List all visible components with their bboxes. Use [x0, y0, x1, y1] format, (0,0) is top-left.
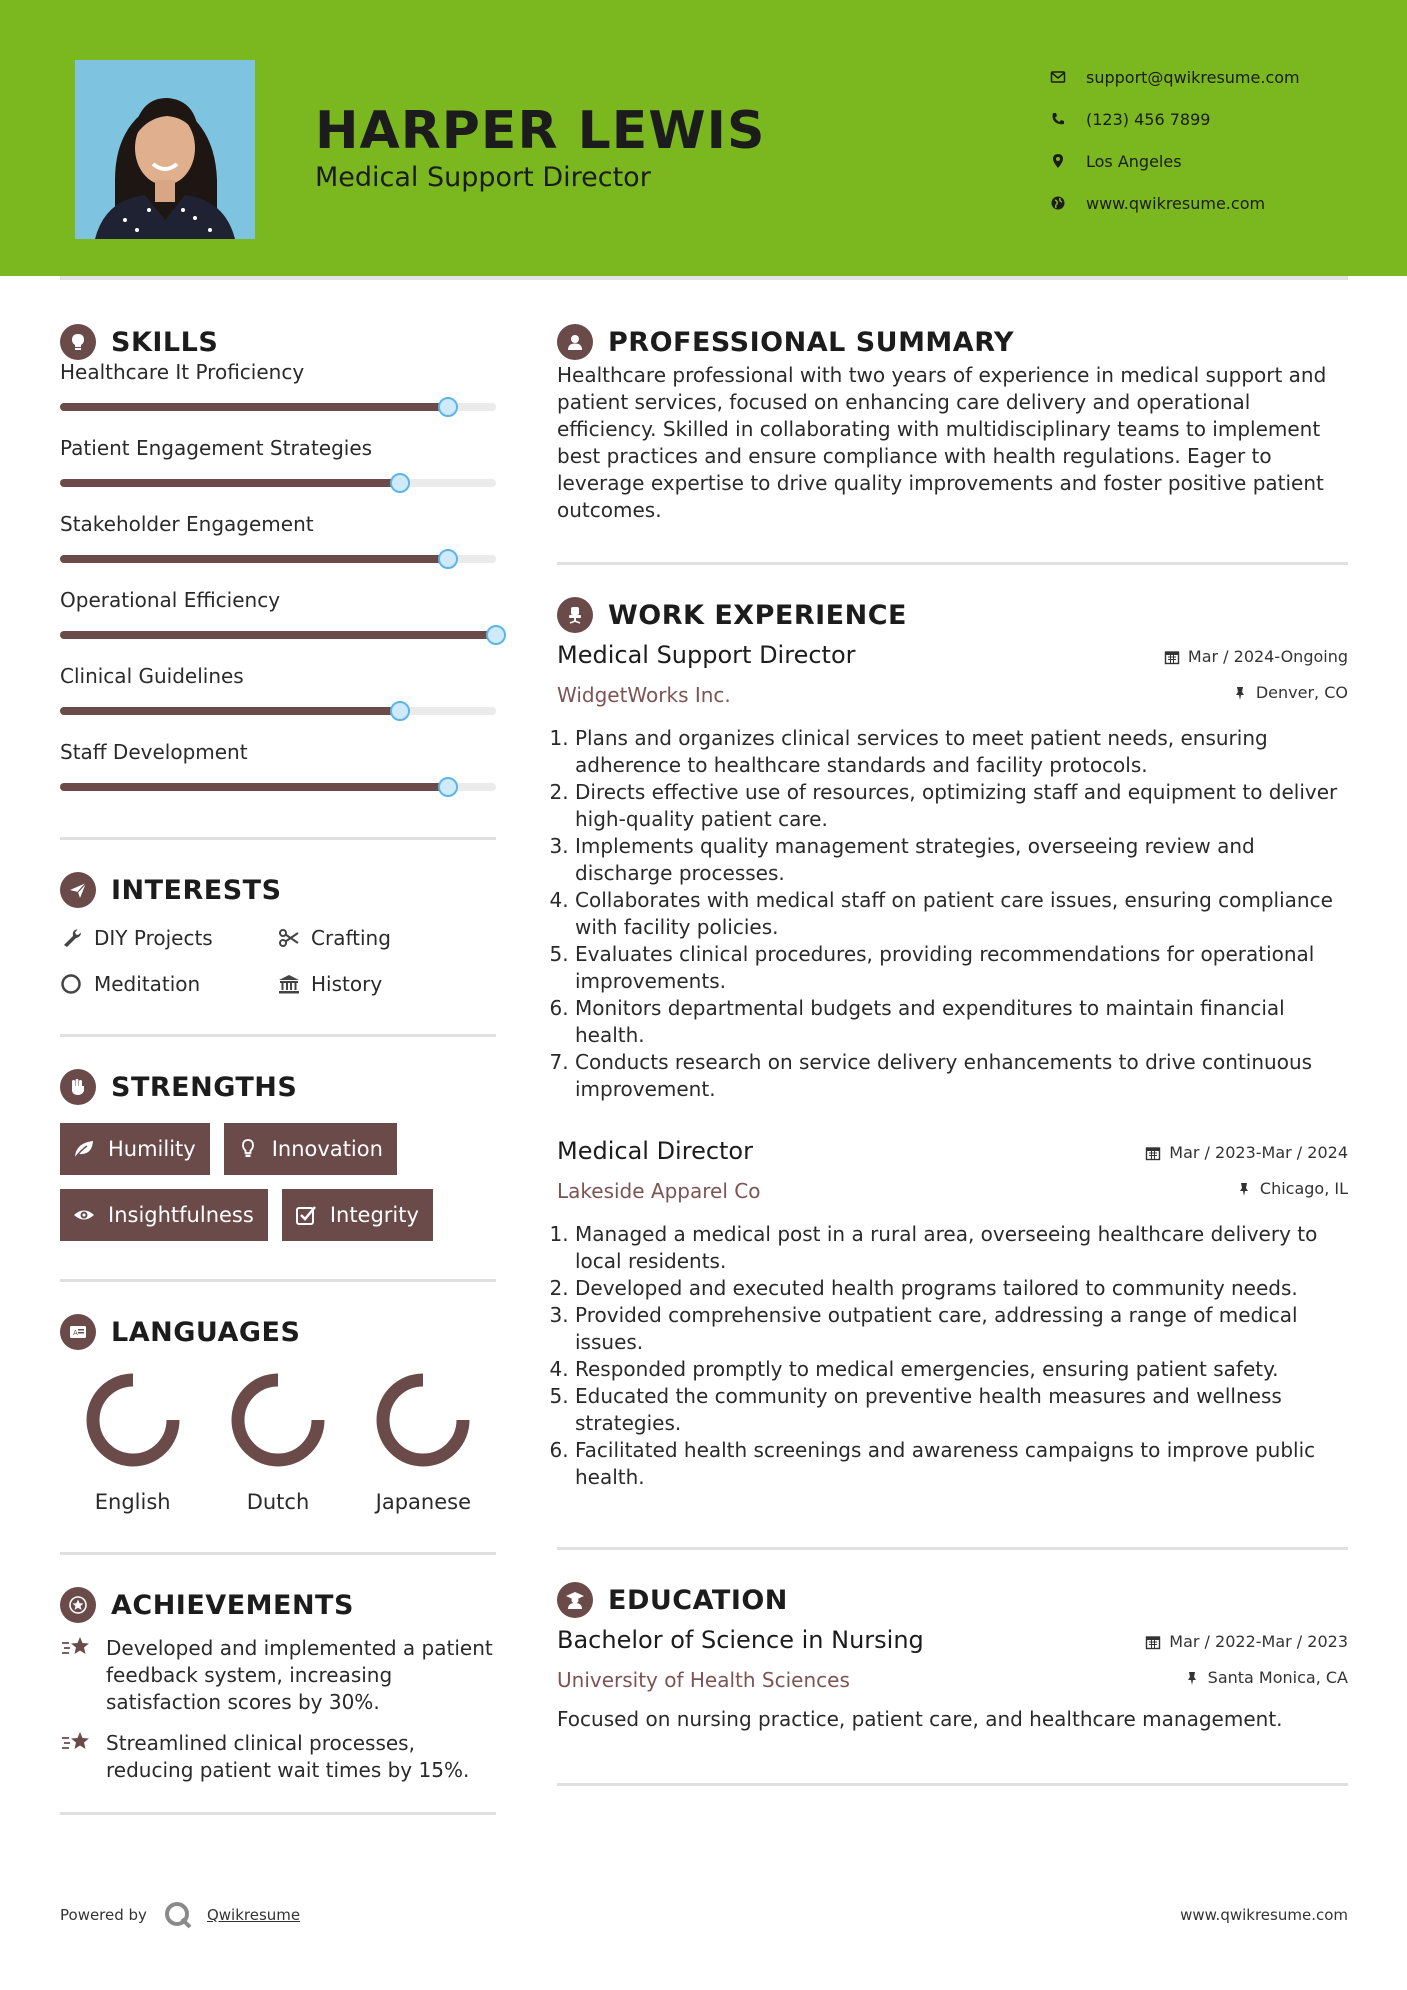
user-icon	[557, 324, 593, 360]
contact-list	[1050, 56, 1390, 224]
summary-text: Healthcare professional with two years of experience in medical support and patient services, focused on enhancing care delivery and operational efficiency. Skilled in collaborating with multidisciplinary teams to implement best practices and ensure compliance with health regulations. Eager to leverage expertise to drive quality improvements and foster positive patient outcomes.	[557, 363, 1327, 522]
languages-title: LANGUAGES	[111, 1316, 301, 1348]
job-company: Lakeside Apparel Co	[557, 1179, 761, 1203]
skills-list	[60, 358, 496, 840]
job-date-text: Mar / 2023-Mar / 2024	[1169, 1143, 1348, 1162]
star-badge-icon	[60, 1587, 96, 1623]
museum-icon	[277, 972, 301, 996]
strengths-title: STRENGTHS	[111, 1071, 298, 1103]
contact-phone-text: (123) 456 7899	[1086, 109, 1211, 129]
check-square-icon	[294, 1203, 318, 1227]
job-bullets	[557, 1221, 1348, 1491]
education-location-text: Santa Monica, CA	[1207, 1668, 1348, 1687]
language-item	[205, 1370, 350, 1514]
job-bullet: 3. Provided comprehensive outpatient care, addressing a range of medical issues.	[575, 1302, 1348, 1356]
fist-icon	[60, 1069, 96, 1105]
strength-label: Innovation	[271, 1137, 383, 1161]
job-location	[1236, 1179, 1348, 1198]
experience-title: WORK EXPERIENCE	[608, 599, 907, 631]
skill-level-knob	[438, 777, 458, 797]
job-entry	[557, 641, 1348, 1103]
skill-name: Stakeholder Engagement	[60, 512, 314, 536]
eye-icon	[72, 1203, 96, 1227]
languages-list	[60, 1370, 496, 1514]
header-banner	[0, 0, 1407, 276]
skill-bar	[60, 403, 496, 411]
job-bullet: 7. Conducts research on service delivery enhancements to drive continuous improvement.	[575, 1049, 1348, 1103]
contact-phone[interactable]	[1050, 98, 1390, 140]
education-entry	[557, 1626, 1348, 1733]
strength-label: Humility	[108, 1137, 196, 1161]
interest-label: History	[311, 972, 383, 996]
skill-item	[60, 510, 496, 586]
skill-item	[60, 738, 496, 814]
language-item	[351, 1370, 496, 1514]
achievement-text: Streamlined clinical processes, reducing patient wait times by 15%.	[106, 1731, 470, 1782]
achievement-text: Developed and implemented a patient feedback system, increasing satisfaction scores by 30%.	[106, 1636, 493, 1714]
job-location-text: Denver, CO	[1255, 683, 1348, 702]
summary-title: PROFESSIONAL SUMMARY	[608, 326, 1015, 358]
candidate-title: Medical Support Director	[315, 162, 651, 193]
job-bullet: 5. Educated the community on preventive health measures and wellness strategies.	[575, 1383, 1348, 1437]
skill-name: Staff Development	[60, 740, 248, 764]
footer-website[interactable]: www.qwikresume.com	[1180, 1906, 1348, 1924]
wrench-icon	[60, 926, 84, 950]
job-bullet: 4. Responded promptly to medical emergencies, ensuring patient safety.	[575, 1356, 1348, 1383]
footer-powered-by	[60, 1900, 300, 1930]
education-title: EDUCATION	[608, 1584, 788, 1616]
achievement-item	[60, 1635, 496, 1716]
job-bullet: 1. Managed a medical post in a rural area, overseeing healthcare delivery to local residents.	[575, 1221, 1348, 1275]
job-date-text: Mar / 2024-Ongoing	[1187, 647, 1348, 666]
section-divider	[557, 1547, 1348, 1550]
globe-icon	[1050, 195, 1066, 211]
skill-bar	[60, 479, 496, 487]
skill-bar	[60, 707, 496, 715]
scissors-icon	[277, 926, 301, 950]
education-location	[1184, 1668, 1348, 1687]
contact-website[interactable]	[1050, 182, 1390, 224]
phone-icon	[1050, 111, 1066, 127]
school-name: University of Health Sciences	[557, 1668, 850, 1692]
skill-bar-fill	[60, 707, 400, 715]
pin-icon	[1232, 685, 1248, 701]
strength-tag	[60, 1123, 210, 1175]
calendar-icon	[1164, 649, 1180, 665]
education-heading	[557, 1578, 1348, 1622]
section-divider	[60, 1552, 496, 1555]
achievements-title: ACHIEVEMENTS	[111, 1589, 354, 1621]
skill-level-knob	[438, 549, 458, 569]
left-column	[60, 320, 496, 1815]
job-bullet: 2. Directs effective use of resources, optimizing staff and equipment to deliver high-quality patient care.	[575, 779, 1348, 833]
interests-heading	[60, 868, 496, 912]
interest-item	[60, 924, 277, 952]
interest-label: Crafting	[311, 926, 391, 950]
job-location-text: Chicago, IL	[1259, 1179, 1348, 1198]
interest-item	[277, 924, 496, 952]
job-bullet: 2. Developed and executed health programs tailored to community needs.	[575, 1275, 1348, 1302]
contact-website-text: www.qwikresume.com	[1086, 193, 1266, 213]
education-description: Focused on nursing practice, patient care, and healthcare management.	[557, 1707, 1283, 1731]
skill-bar-fill	[60, 631, 496, 639]
candidate-name: HARPER LEWIS	[315, 101, 766, 161]
svg-text:A: A	[73, 1329, 78, 1337]
section-divider	[557, 562, 1348, 565]
lightbulb-icon	[60, 324, 96, 360]
shooting-star-icon	[60, 1726, 94, 1760]
office-chair-icon	[557, 597, 593, 633]
qwikresume-logo-icon	[163, 1900, 193, 1930]
job-bullet: 3. Implements quality management strategies, overseeing review and discharge processes.	[575, 833, 1348, 887]
lightbulb-icon	[236, 1137, 260, 1161]
interest-item	[60, 970, 277, 998]
interests-title: INTERESTS	[111, 874, 282, 906]
header-divider	[60, 276, 1348, 280]
contact-location-text: Los Angeles	[1086, 151, 1182, 171]
achievements-heading	[60, 1583, 496, 1627]
languages-heading	[60, 1310, 496, 1354]
contact-email-text: support@qwikresume.com	[1086, 67, 1300, 87]
skill-name: Patient Engagement Strategies	[60, 436, 373, 460]
skill-bar-fill	[60, 783, 448, 791]
strengths-tags	[60, 1123, 496, 1241]
skill-bar	[60, 631, 496, 639]
skill-name: Healthcare It Proficiency	[60, 360, 305, 384]
job-bullet: 4. Collaborates with medical staff on patient care issues, ensuring compliance with facility policies.	[575, 887, 1348, 941]
job-date	[1164, 647, 1348, 666]
skills-title: SKILLS	[111, 326, 219, 358]
language-gauge	[373, 1370, 473, 1470]
skill-bar	[60, 783, 496, 791]
skill-bar-fill	[60, 479, 400, 487]
job-company: WidgetWorks Inc.	[557, 683, 731, 707]
skill-item	[60, 662, 496, 738]
skill-bar-fill	[60, 403, 448, 411]
skill-level-knob	[438, 397, 458, 417]
pin-icon	[1184, 1670, 1200, 1686]
skill-level-knob	[486, 625, 506, 645]
language-name: Dutch	[246, 1490, 310, 1514]
education-date-text: Mar / 2022-Mar / 2023	[1169, 1632, 1348, 1651]
interest-label: Meditation	[94, 972, 201, 996]
leaf-icon	[72, 1137, 96, 1161]
job-bullet: 1. Plans and organizes clinical services to meet patient needs, ensuring adherence to healthcare standards and facility protocols.	[575, 725, 1348, 779]
job-title: Medical Support Director	[557, 641, 856, 669]
shooting-star-icon	[60, 1631, 94, 1665]
footer-brand-link[interactable]: Qwikresume	[206, 1906, 301, 1924]
strength-tag	[60, 1189, 268, 1241]
skill-item	[60, 434, 496, 510]
language-name: Japanese	[375, 1490, 471, 1514]
job-bullet: 5. Evaluates clinical procedures, providing recommendations for operational improvements.	[575, 941, 1348, 995]
profile-photo	[75, 60, 255, 239]
section-divider	[60, 1034, 496, 1037]
section-divider	[60, 1279, 496, 1282]
language-card-icon	[60, 1314, 96, 1350]
skill-level-knob	[390, 473, 410, 493]
section-divider	[60, 1812, 496, 1815]
interest-item	[277, 970, 496, 998]
calendar-icon	[1145, 1145, 1161, 1161]
degree-title: Bachelor of Science in Nursing	[557, 1626, 924, 1654]
skill-item	[60, 586, 496, 662]
graduate-icon	[557, 1582, 593, 1618]
job-bullet: 6. Monitors departmental budgets and expenditures to maintain financial health.	[575, 995, 1348, 1049]
section-divider	[557, 1783, 1348, 1786]
pin-icon	[1236, 1181, 1252, 1197]
strength-label: Insightfulness	[108, 1203, 254, 1227]
job-entry	[557, 1137, 1348, 1491]
language-name: English	[94, 1490, 171, 1514]
powered-by-text: Powered by	[60, 1906, 147, 1924]
contact-email[interactable]	[1050, 56, 1390, 98]
interests-grid	[60, 924, 496, 998]
education-date	[1145, 1632, 1348, 1651]
skill-bar	[60, 555, 496, 563]
job-bullets	[557, 725, 1348, 1103]
skill-level-knob	[390, 701, 410, 721]
summary-heading	[557, 320, 1348, 364]
strength-tag	[224, 1123, 397, 1175]
paper-plane-icon	[60, 872, 96, 908]
achievement-item	[60, 1730, 496, 1784]
skill-bar-fill	[60, 555, 448, 563]
language-gauge	[83, 1370, 183, 1470]
experience-heading	[557, 593, 1348, 637]
right-column	[557, 320, 1348, 1786]
strengths-heading	[60, 1065, 496, 1109]
calendar-icon	[1145, 1634, 1161, 1650]
language-item	[60, 1370, 205, 1514]
strength-tag	[282, 1189, 433, 1241]
achievements-list	[60, 1635, 496, 1784]
skill-item	[60, 358, 496, 434]
job-location	[1232, 683, 1348, 702]
map-pin-icon	[1050, 153, 1066, 169]
skill-name: Clinical Guidelines	[60, 664, 244, 688]
skill-name: Operational Efficiency	[60, 588, 281, 612]
envelope-icon	[1050, 69, 1066, 85]
job-bullet: 6. Facilitated health screenings and awareness campaigns to improve public health.	[575, 1437, 1348, 1491]
strength-label: Integrity	[329, 1203, 419, 1227]
job-date	[1145, 1143, 1348, 1162]
interest-label: DIY Projects	[94, 926, 213, 950]
language-gauge	[228, 1370, 328, 1470]
circle-icon	[60, 972, 84, 996]
contact-location	[1050, 140, 1390, 182]
section-divider	[60, 837, 496, 840]
job-title: Medical Director	[557, 1137, 753, 1165]
